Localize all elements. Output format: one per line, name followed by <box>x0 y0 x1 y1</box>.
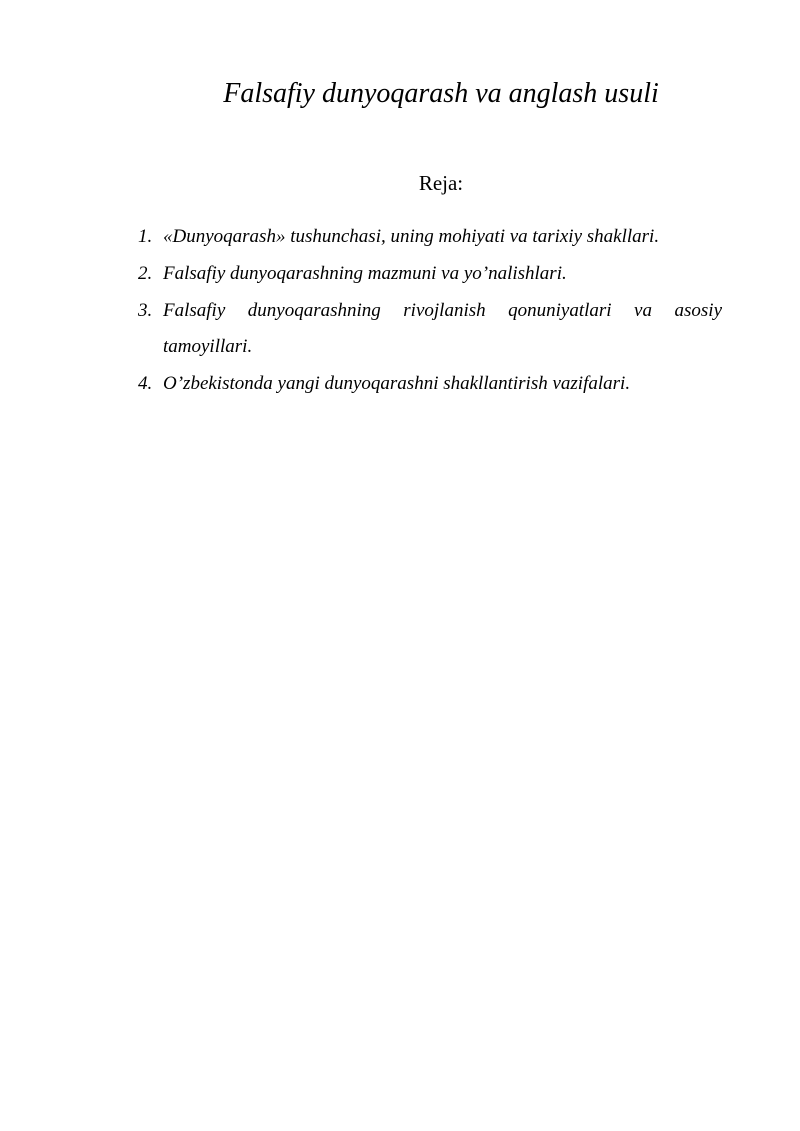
plan-item <box>138 219 722 255</box>
plan-item <box>138 256 722 292</box>
plan-item-text: O’zbekistonda yangi dunyoqarashni shakllantirish vazifalari. <box>163 373 631 394</box>
plan-heading: Reja: <box>418 171 464 195</box>
plan-item-number: 4. <box>138 373 153 394</box>
plan-item <box>138 293 722 365</box>
plan-item-text: Falsafiy dunyoqarashning mazmuni va yo’nalishlari. <box>163 263 567 284</box>
plan-item-text: «Dunyoqarash» tushunchasi, uning mohiyati va tarixiy shakllari. <box>163 226 660 247</box>
plan-item-number: 1. <box>138 226 153 247</box>
plan-list <box>138 219 722 403</box>
plan-item <box>138 366 722 402</box>
document-title: Falsafiy dunyoqarash va anglash usuli <box>223 78 659 109</box>
plan-item-number: 3. <box>138 300 153 321</box>
plan-item-text: Falsafiy dunyoqarashning rivojlanish qonuniyatlari va asosiy tamoyillari. <box>163 300 722 357</box>
plan-item-number: 2. <box>138 263 153 284</box>
